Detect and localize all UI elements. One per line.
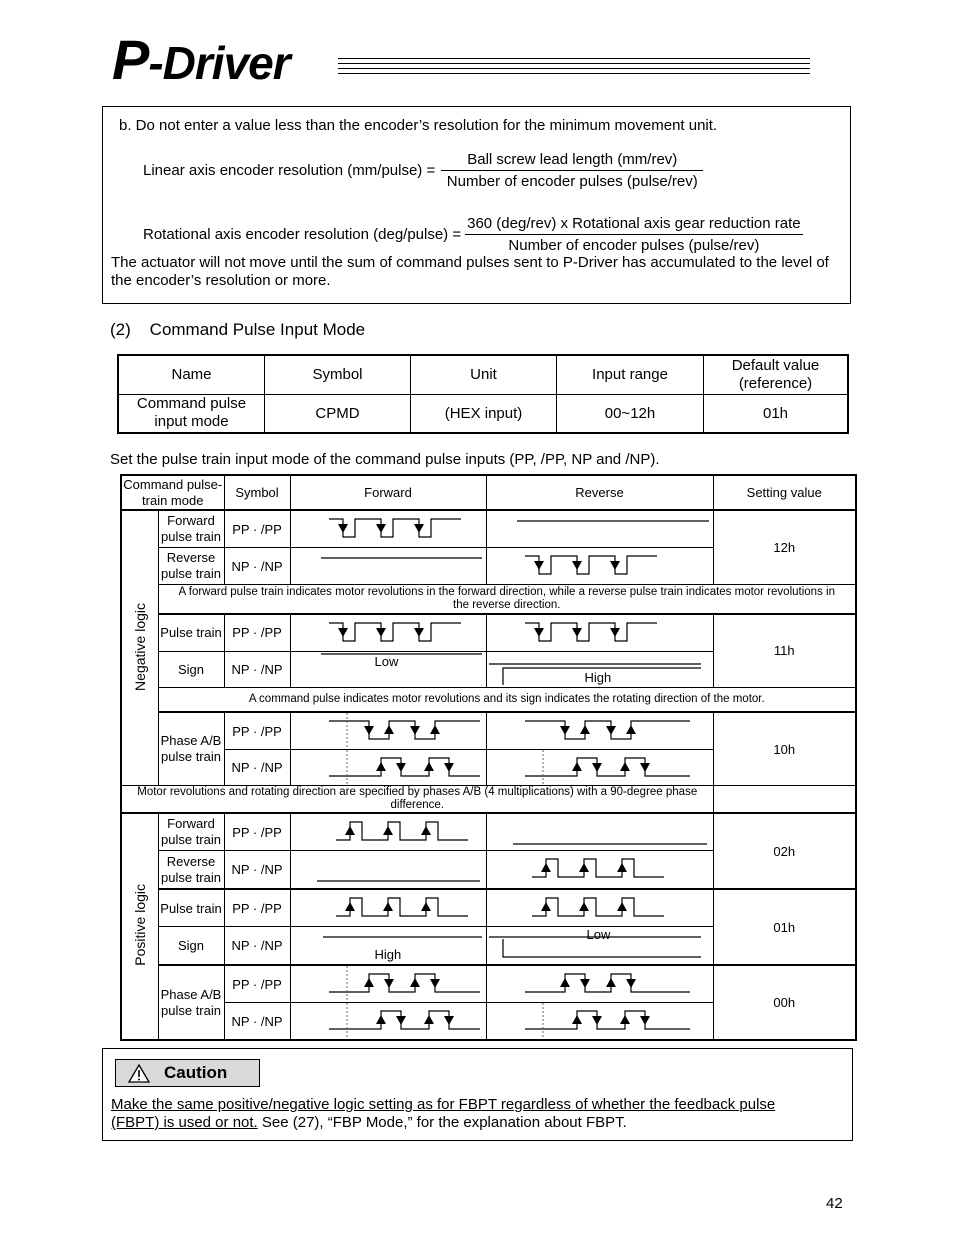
- wave-10h-pp-rev: [486, 712, 713, 750]
- logo-rule-lines: [338, 58, 810, 80]
- symbol-pp: PP · /PP: [224, 889, 290, 927]
- waveform-line: [329, 1011, 480, 1029]
- negative-logic-label: Negative logic: [131, 602, 148, 691]
- row-12h-note: [121, 585, 856, 614]
- linear-numerator: Ball screw lead length (mm/rev): [441, 151, 703, 171]
- waveform-line: [329, 758, 480, 776]
- fwd-pulse-train-label: Forward pulse train: [158, 813, 224, 851]
- wave-00h-pp-rev: [486, 965, 713, 1003]
- symbol-np: NP · /NP: [224, 1003, 290, 1041]
- low-label: Low: [586, 927, 611, 942]
- modes-header-forward: Forward: [290, 475, 486, 510]
- linear-fraction: [441, 151, 703, 190]
- page-number: 42: [826, 1195, 843, 1212]
- value-02h: 02h: [713, 813, 856, 889]
- wave-12h-pp-fwd: [290, 510, 486, 548]
- symbol-np: NP · /NP: [224, 651, 290, 687]
- waveform-line: [525, 1011, 690, 1029]
- note-11h: A command pulse indicates motor revolutions and its sign indicates the rotating direction of the motor.: [158, 687, 856, 712]
- waveform-line: [329, 721, 480, 739]
- wave-10h-np-rev: [486, 750, 713, 786]
- modes-header-symbol: Symbol: [224, 475, 290, 510]
- waveform-line: [329, 623, 461, 641]
- symbol-np: NP · /NP: [224, 750, 290, 786]
- symbol-pp: PP · /PP: [224, 813, 290, 851]
- param-header-input-range: Input range: [557, 355, 704, 394]
- low-label: Low: [374, 653, 399, 669]
- pulse-modes-table: [120, 474, 857, 1041]
- symbol-np: NP · /NP: [224, 927, 290, 966]
- value-00h: 00h: [713, 965, 856, 1040]
- waveform-line: [525, 974, 690, 992]
- high-label: High: [374, 947, 402, 962]
- param-range-value: 00~12h: [557, 394, 704, 433]
- value-01h: 01h: [713, 889, 856, 965]
- logo-p: P: [112, 28, 149, 91]
- param-header-name: Name: [118, 355, 265, 394]
- wave-11h-pp-fwd: [290, 614, 486, 652]
- sign-label: Sign: [158, 651, 224, 687]
- row-11h-note: [121, 687, 856, 712]
- wave-12h-np-rev: [486, 548, 713, 585]
- param-default-value: 01h: [704, 394, 849, 433]
- value-11h: 11h: [713, 614, 856, 688]
- wave-12h-pp-rev: [486, 510, 713, 548]
- caution-rest: See (27), “FBP Mode,” for the explanation about FBPT.: [257, 1114, 627, 1131]
- wave-11h-np-rev: [486, 651, 713, 687]
- waveform-line: [525, 721, 690, 739]
- row-00h-pp: [121, 965, 856, 1003]
- negative-logic-cell: [121, 510, 158, 786]
- sign-label: Sign: [158, 927, 224, 966]
- phase-ab-label: Phase A/B pulse train: [158, 965, 224, 1040]
- modes-header-reverse: Reverse: [486, 475, 713, 510]
- positive-logic-label: Positive logic: [131, 884, 148, 966]
- fwd-pulse-train-label: Forward pulse train: [158, 510, 224, 548]
- section-title: (2) Command Pulse Input Mode: [110, 320, 366, 339]
- wave-02h-np-fwd: [290, 851, 486, 890]
- caution-title: Caution: [164, 1063, 228, 1082]
- linear-label: Linear axis encoder resolution (mm/pulse) =: [143, 161, 436, 179]
- wave-01h-np-fwd: [290, 927, 486, 966]
- value-12h: 12h: [713, 510, 856, 585]
- row-11h-pp: [121, 614, 856, 652]
- symbol-np: NP · /NP: [224, 851, 290, 890]
- linear-denominator: Number of encoder pulses (pulse/rev): [446, 172, 698, 190]
- parameter-table: [117, 354, 849, 434]
- pulse-train-label: Pulse train: [158, 614, 224, 652]
- waveform-line: [336, 822, 468, 840]
- wave-02h-pp-fwd: [290, 813, 486, 851]
- rotational-numerator: 360 (deg/rev) x Rotational axis gear reduction rate: [465, 215, 803, 235]
- rev-pulse-train-label: Reverse pulse train: [158, 548, 224, 585]
- pulse-train-label: Pulse train: [158, 889, 224, 927]
- positive-logic-cell: [121, 813, 158, 1040]
- waveform-line: [329, 519, 461, 537]
- wave-00h-pp-fwd: [290, 965, 486, 1003]
- high-label: High: [584, 669, 612, 685]
- modes-header-mode: Command pulse-train mode: [121, 475, 224, 510]
- warning-triangle-icon: [128, 1064, 150, 1083]
- rotational-denominator: Number of encoder pulses (pulse/rev): [508, 236, 760, 254]
- param-value-row: [118, 394, 848, 433]
- param-header-symbol: Symbol: [265, 355, 411, 394]
- param-symbol-value: CPMD: [265, 394, 411, 433]
- param-header-unit: Unit: [411, 355, 557, 394]
- note-item-b: b. Do not enter a value less than the encoder’s resolution for the minimum movement unit.: [119, 117, 718, 134]
- row-02h-pp: [121, 813, 856, 851]
- phase-ab-label: Phase A/B pulse train: [158, 712, 224, 786]
- waveform-line: [532, 859, 664, 877]
- symbol-pp: PP · /PP: [224, 614, 290, 652]
- symbol-pp: PP · /PP: [224, 965, 290, 1003]
- note-10h: Motor revolutions and rotating direction are specified by phases A/B (4 multiplications) with a 90-degree phase difference.: [121, 786, 713, 814]
- waveform-line: [329, 974, 480, 992]
- rotational-label: Rotational axis encoder resolution (deg/pulse) =: [143, 225, 462, 243]
- row-10h-pp: [121, 712, 856, 750]
- wave-01h-pp-fwd: [290, 889, 486, 927]
- note-paragraph: The actuator will not move until the sum of command pulses sent to P-Driver has accumulated to the level of the encoder’s resolution or more.: [111, 254, 829, 289]
- param-name-value: Command pulse input mode: [118, 394, 265, 433]
- note-12h: A forward pulse train indicates motor revolutions in the forward direction, while a reverse pulse train indicates motor revolutions in the reverse direction.: [158, 585, 856, 614]
- waveform-line: [525, 623, 657, 641]
- waveform-line: [532, 898, 664, 916]
- caution-underlined: Make the same positive/negative logic setting as for FBPT regardless of whether the feedback pulse (FBPT) is used or not.: [111, 1096, 776, 1131]
- waveform-line: [525, 556, 657, 574]
- resolution-note-box: [102, 106, 851, 304]
- wave-02h-pp-rev: [486, 813, 713, 851]
- waveform-line: [336, 898, 468, 916]
- wave-10h-np-fwd: [290, 750, 486, 786]
- logo-rest: -Driver: [148, 37, 290, 89]
- wave-11h-pp-rev: [486, 614, 713, 652]
- wave-00h-np-rev: [486, 1003, 713, 1041]
- wave-12h-np-fwd: [290, 548, 486, 585]
- caution-box: [102, 1048, 853, 1141]
- row-10h-note: [121, 786, 856, 814]
- row-01h-pp: [121, 889, 856, 927]
- wave-00h-np-fwd: [290, 1003, 486, 1041]
- caution-label: [115, 1059, 260, 1087]
- row-12h-pp: [121, 510, 856, 548]
- symbol-pp: PP · /PP: [224, 712, 290, 750]
- wave-11h-np-fwd: [290, 651, 486, 687]
- wave-02h-np-rev: [486, 851, 713, 890]
- caution-text: [111, 1096, 811, 1132]
- symbol-np: NP · /NP: [224, 548, 290, 585]
- param-header-row: [118, 355, 848, 394]
- rotational-formula: [143, 211, 803, 257]
- modes-header-row: [121, 475, 856, 510]
- wave-01h-pp-rev: [486, 889, 713, 927]
- wave-10h-pp-fwd: [290, 712, 486, 750]
- rev-pulse-train-label: Reverse pulse train: [158, 851, 224, 890]
- param-unit-value: (HEX input): [411, 394, 557, 433]
- intro-text: Set the pulse train input mode of the command pulse inputs (PP, /PP, NP and /NP).: [110, 451, 660, 468]
- value-10h: 10h: [713, 712, 856, 786]
- symbol-pp: PP · /PP: [224, 510, 290, 548]
- wave-01h-np-rev: [486, 927, 713, 966]
- rotational-fraction: [465, 215, 803, 254]
- p-driver-logo: [112, 28, 290, 91]
- modes-header-setting: Setting value: [713, 475, 856, 510]
- waveform-line: [525, 758, 690, 776]
- param-header-default: Default value (reference): [704, 355, 849, 394]
- linear-formula: [143, 147, 703, 193]
